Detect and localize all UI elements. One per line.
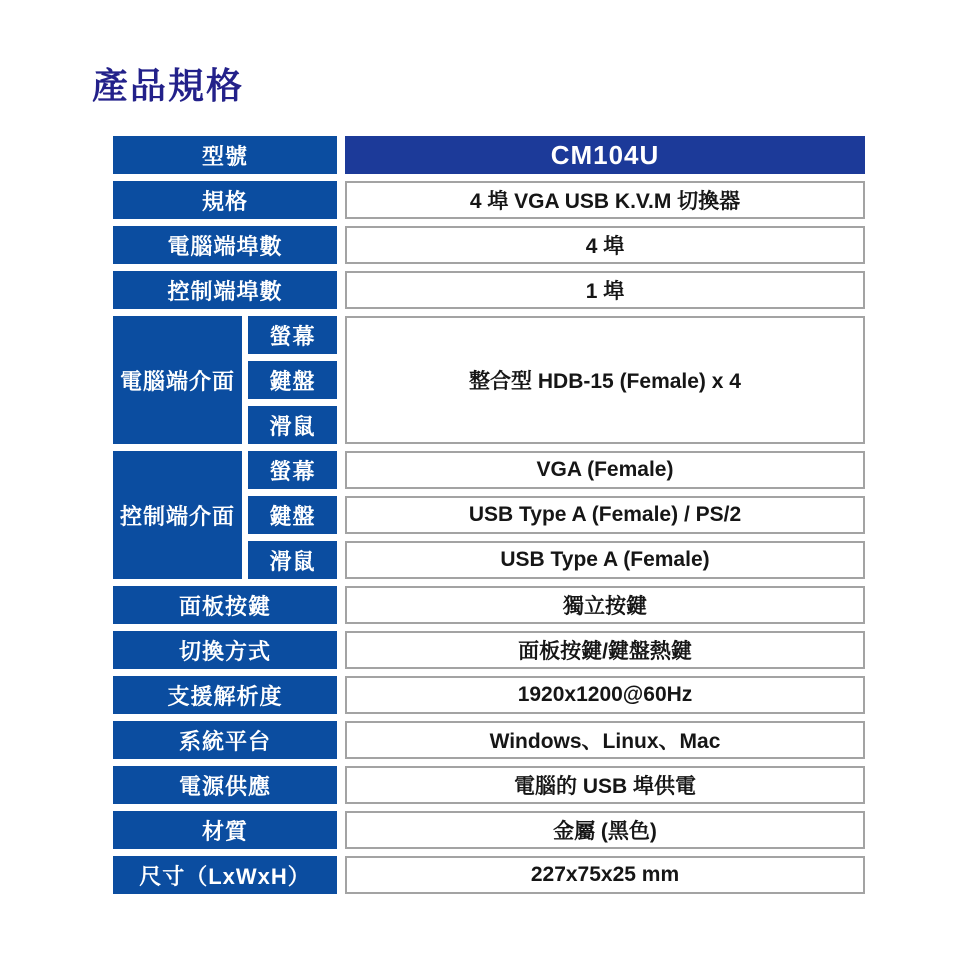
spec-row-resolution — [113, 676, 865, 714]
platform-label: 系統平台 — [113, 721, 337, 759]
dimensions-value: 227x75x25 mm — [345, 856, 865, 894]
pc-interface-sub-column — [248, 316, 337, 444]
spec-row-platform — [113, 721, 865, 759]
console-port-count-value: 1 埠 — [345, 271, 865, 309]
page-title: 產品規格 — [92, 65, 245, 106]
console-interface-keyboard-value: USB Type A (Female) / PS/2 — [345, 496, 865, 534]
console-interface-value-column — [345, 451, 865, 579]
spec-row-power — [113, 766, 865, 804]
pc-interface-label: 電腦端介面 — [113, 316, 242, 444]
spec-row-switch-method — [113, 631, 865, 669]
console-interface-monitor-label: 螢幕 — [248, 451, 337, 489]
spec-value: 4 埠 VGA USB K.V.M 切換器 — [345, 181, 865, 219]
console-interface-sub-column — [248, 451, 337, 579]
spec-group-pc-interface — [113, 316, 865, 444]
spec-row-spec — [113, 181, 865, 219]
panel-buttons-label: 面板按鍵 — [113, 586, 337, 624]
power-label: 電源供應 — [113, 766, 337, 804]
pc-interface-value: 整合型 HDB-15 (Female) x 4 — [345, 316, 865, 444]
pc-port-count-value: 4 埠 — [345, 226, 865, 264]
pc-port-count-label: 電腦端埠數 — [113, 226, 337, 264]
console-port-count-label: 控制端埠數 — [113, 271, 337, 309]
spec-table — [113, 136, 865, 894]
spec-row-panel-buttons — [113, 586, 865, 624]
spec-row-console-port-count — [113, 271, 865, 309]
switch-method-value: 面板按鍵/鍵盤熱鍵 — [345, 631, 865, 669]
model-value: CM104U — [345, 136, 865, 174]
dimensions-label: 尺寸（LxWxH） — [113, 856, 337, 894]
pc-interface-keyboard-label: 鍵盤 — [248, 361, 337, 399]
spec-row-model — [113, 136, 865, 174]
pc-interface-monitor-label: 螢幕 — [248, 316, 337, 354]
material-value: 金屬 (黑色) — [345, 811, 865, 849]
console-interface-mouse-label: 滑鼠 — [248, 541, 337, 579]
pc-interface-mouse-label: 滑鼠 — [248, 406, 337, 444]
platform-value: Windows、Linux、Mac — [345, 721, 865, 759]
spec-row-material — [113, 811, 865, 849]
spec-group-console-interface — [113, 451, 865, 579]
panel-buttons-value: 獨立按鍵 — [345, 586, 865, 624]
console-interface-label: 控制端介面 — [113, 451, 242, 579]
material-label: 材質 — [113, 811, 337, 849]
model-label: 型號 — [113, 136, 337, 174]
switch-method-label: 切換方式 — [113, 631, 337, 669]
resolution-label: 支援解析度 — [113, 676, 337, 714]
spec-label: 規格 — [113, 181, 337, 219]
spec-row-pc-port-count — [113, 226, 865, 264]
console-interface-mouse-value: USB Type A (Female) — [345, 541, 865, 579]
resolution-value: 1920x1200@60Hz — [345, 676, 865, 714]
console-interface-monitor-value: VGA (Female) — [345, 451, 865, 489]
power-value: 電腦的 USB 埠供電 — [345, 766, 865, 804]
spec-row-dimensions — [113, 856, 865, 894]
console-interface-keyboard-label: 鍵盤 — [248, 496, 337, 534]
